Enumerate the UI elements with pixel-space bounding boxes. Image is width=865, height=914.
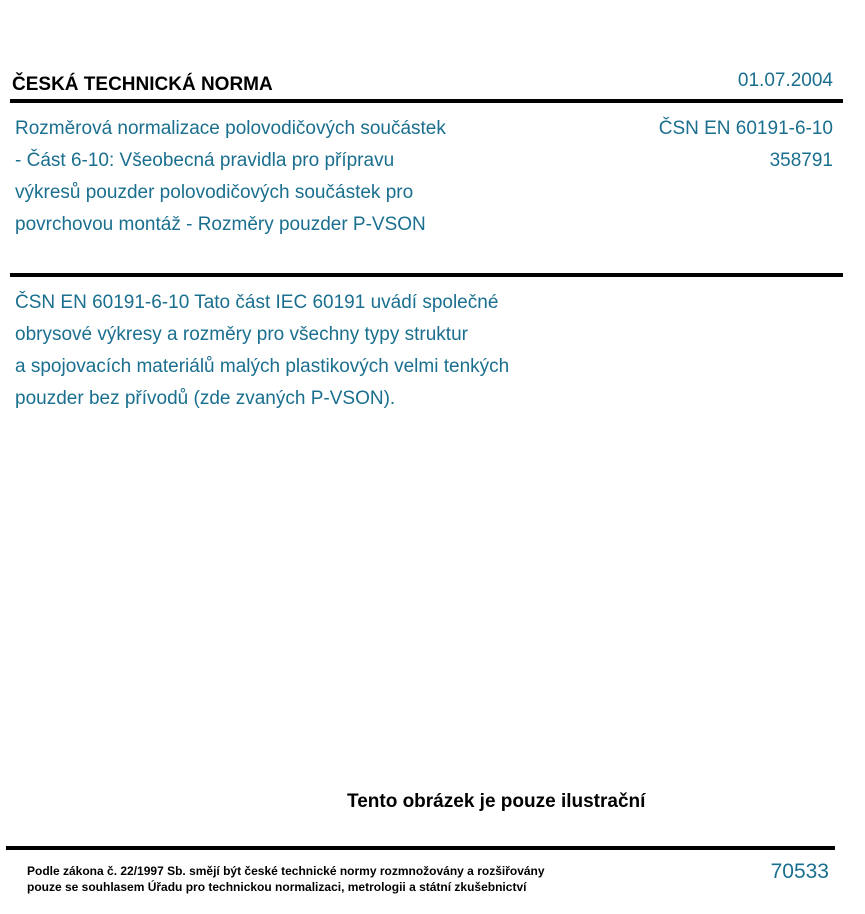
illustrative-note: Tento obrázek je pouze ilustrační — [347, 791, 646, 812]
document-number: 70533 — [770, 860, 829, 883]
header-divider — [10, 99, 843, 103]
standard-title-line: Rozměrová normalizace polovodičových součástek — [15, 118, 446, 139]
abstract-line: obrysové výkresy a rozměry pro všechny typy struktur — [15, 324, 468, 345]
legal-notice-line: Podle zákona č. 22/1997 Sb. smějí být české technické normy rozmnožovány a rozšiřovány — [27, 864, 545, 878]
abstract-line: pouzder bez přívodů (zde zvaných P-VSON). — [15, 388, 396, 409]
standard-title-line: - Část 6-10: Všeobecná pravidla pro přípravu — [15, 150, 395, 171]
catalog-number: 358791 — [769, 150, 833, 171]
abstract-line: ČSN EN 60191-6-10 Tato část IEC 60191 uvádí společné — [15, 292, 499, 313]
abstract-text — [15, 287, 509, 415]
legal-notice — [27, 863, 545, 895]
standard-identifiers — [659, 113, 833, 177]
standard-title-line: výkresů pouzder polovodičových součástek pro — [15, 182, 414, 203]
footer-divider — [6, 846, 835, 850]
standard-code: ČSN EN 60191-6-10 — [658, 118, 833, 139]
standard-title — [15, 113, 446, 241]
document-header-title: ČESKÁ TECHNICKÁ NORMA — [12, 74, 273, 95]
standard-title-line: povrchovou montáž - Rozměry pouzder P-VSON — [15, 214, 426, 235]
abstract-line: a spojovacích materiálů malých plastikových velmi tenkých — [15, 356, 510, 377]
publication-date: 01.07.2004 — [737, 70, 833, 91]
legal-notice-line: pouze se souhlasem Úřadu pro technickou normalizaci, metrologii a státní zkušebnictví — [27, 880, 527, 894]
section-divider — [10, 273, 843, 277]
